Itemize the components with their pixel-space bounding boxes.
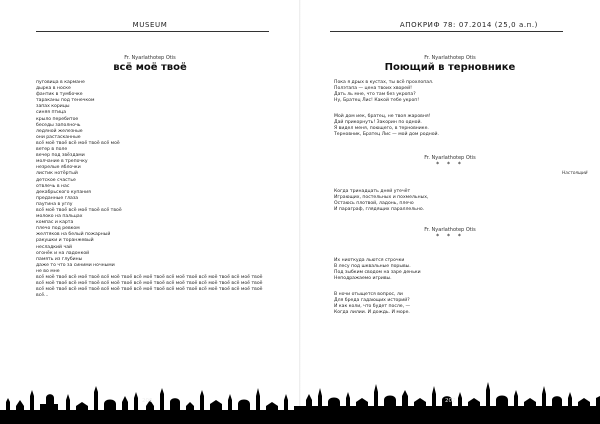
poem-line: Пока я дрых в кустах, ты всё прохлопал. — [334, 80, 434, 85]
poem-line: дырка в носке — [36, 86, 71, 92]
right-header-rule — [330, 31, 563, 32]
right-poem-title: Поющий в терновнике — [384, 62, 516, 73]
right-poem-stanza-2 — [334, 114, 439, 138]
right-poem-stanza-3 — [334, 189, 428, 213]
poem-line: фантик в тумбочке — [36, 92, 83, 98]
poem-line: Когда лилии. И дождь. И море. — [334, 310, 410, 316]
poem-line: преданные глаза — [36, 195, 79, 201]
poem-line: Ну, Братец Лис! Какой тебе укроп! — [334, 98, 420, 104]
poem-line: Дай прикорнуть! Закорин по одной. — [334, 120, 422, 126]
left-page-number: 206 — [142, 398, 153, 404]
right-poem-stanza-5 — [334, 292, 410, 316]
poem-line: компас и карта — [36, 220, 74, 226]
poem-line: Я видел меня, поющего, в терновнике. — [334, 126, 429, 132]
poem-line: Играющих, постельных и похмельных, — [334, 195, 429, 201]
poem-line: крыло перебитое — [36, 116, 79, 122]
poem-line: детское счастье — [36, 177, 76, 183]
poem-line: отвлечь в нас — [36, 183, 70, 189]
poem-line: запах корицы — [36, 104, 70, 110]
poem-line: Терновник, Братец Лис — мой дом родной. — [334, 132, 440, 138]
poem-line: всё моё твоё всё моё твоё всё моё твоё всё моё твоё всё моё твоё всё моё твоё всё моё твоё — [36, 287, 263, 293]
poem-line: Дать ль мне, что там без укропа? — [334, 92, 416, 98]
poem-line: беседы заполночь — [36, 122, 81, 128]
poem-line: декабрьского купания — [36, 189, 91, 195]
poem-line: несладкий чай — [36, 244, 73, 250]
poem-line: не во мне — [36, 268, 60, 274]
poem-line: молоко на пальцах — [36, 214, 83, 220]
poem-line: Неподражаемо игривы. — [334, 276, 392, 282]
poem-line: Когда тринадцать дней утечёт — [334, 189, 411, 194]
section-divider-stars-1: * * * — [436, 161, 464, 168]
poem-line: всё моё твоё всё моё твоё всё твоё — [36, 207, 122, 213]
poem-line: В ночи отыщется вопрос, ли — [334, 292, 403, 297]
poem-line: Мой дом иек, братец, не твоя жаровня! — [334, 114, 431, 119]
poem-line: пуговица в кармане — [36, 80, 85, 85]
poem-line: Остаюсь плотвой, ладонь, плечо — [334, 201, 414, 207]
poem-line: молчание в трепочку — [36, 159, 88, 165]
section-divider-stars-2: * * * — [436, 233, 464, 240]
poem-line: огонёк и на ладонкой — [36, 250, 90, 256]
right-poem-author: Fr. Nyarlathotep Otis — [424, 55, 476, 61]
poem-line: В лесу под шквальные порывы. — [334, 264, 411, 270]
right-poem-stanza-1 — [334, 80, 433, 104]
poem-line: И как коли, что будет после, — — [334, 304, 411, 310]
left-poem-title: всё моё твоё — [113, 62, 187, 73]
poem-line: листик нотёртый — [36, 171, 78, 177]
poem-line: Для бреда гадающих историй? — [334, 298, 410, 304]
left-running-header: MUSEUM — [132, 21, 168, 29]
epigraph: Настоящий — [562, 171, 588, 176]
left-header-rule — [36, 31, 269, 32]
poem-line: Под зыбким сводом на заре деньки — [334, 270, 421, 276]
poem-line: Полэтапа — цена твоих хворей! — [334, 86, 412, 92]
poem-line: незрелые яблочки — [36, 165, 81, 171]
poem-line: память из глубины — [36, 256, 83, 262]
poem-line: всё моё твоё всё моё твоё всё моё — [36, 140, 120, 146]
poem-line: Их ниоткуда льются строчки — [334, 258, 405, 263]
poem-line: желтяков на белый пожарный — [36, 232, 111, 238]
right-page — [300, 0, 600, 424]
right-running-header: АПОКРИФ 78: 07.2014 (25,0 a.п.) — [399, 21, 538, 29]
right-page-number: 207 — [445, 398, 456, 404]
poem-line: всё моё твоё всё моё твоё всё моё твоё всё моё твоё всё моё твоё всё моё твоё всё моё твоё — [36, 281, 263, 287]
right-poem-author-2: Fr. Nyarlathotep Otis — [424, 155, 476, 161]
poem-line: синяя птица — [36, 110, 67, 116]
poem-line: вечер под звёздами — [36, 153, 85, 159]
poem-line: ледяной железные — [36, 128, 83, 134]
poem-line: ветер в поле — [36, 147, 68, 153]
left-poem-body — [36, 80, 262, 299]
poem-line: И параграф, глядящих параллельно. — [334, 207, 425, 213]
poem-line: тараканы под тенечком — [36, 98, 95, 104]
poem-line: паутина в углу — [36, 201, 73, 207]
poem-line: даже то что за синими ночными — [36, 262, 115, 268]
right-poem-stanza-4 — [334, 258, 421, 282]
left-poem-author: Fr. Nyarlathotep Otis — [124, 55, 176, 61]
poem-line: ракушки и торанжевый — [36, 238, 94, 244]
poem-line: плечо под ревком — [36, 226, 80, 232]
right-poem-author-3: Fr. Nyarlathotep Otis — [424, 227, 476, 233]
poem-line: всё моё твоё всё моё твоё всё моё твоё всё моё твоё всё моё твоё всё моё твоё всё моё твоё — [36, 275, 263, 280]
poem-line: они растасканные — [36, 134, 81, 140]
poem-line: всё... — [36, 293, 49, 299]
